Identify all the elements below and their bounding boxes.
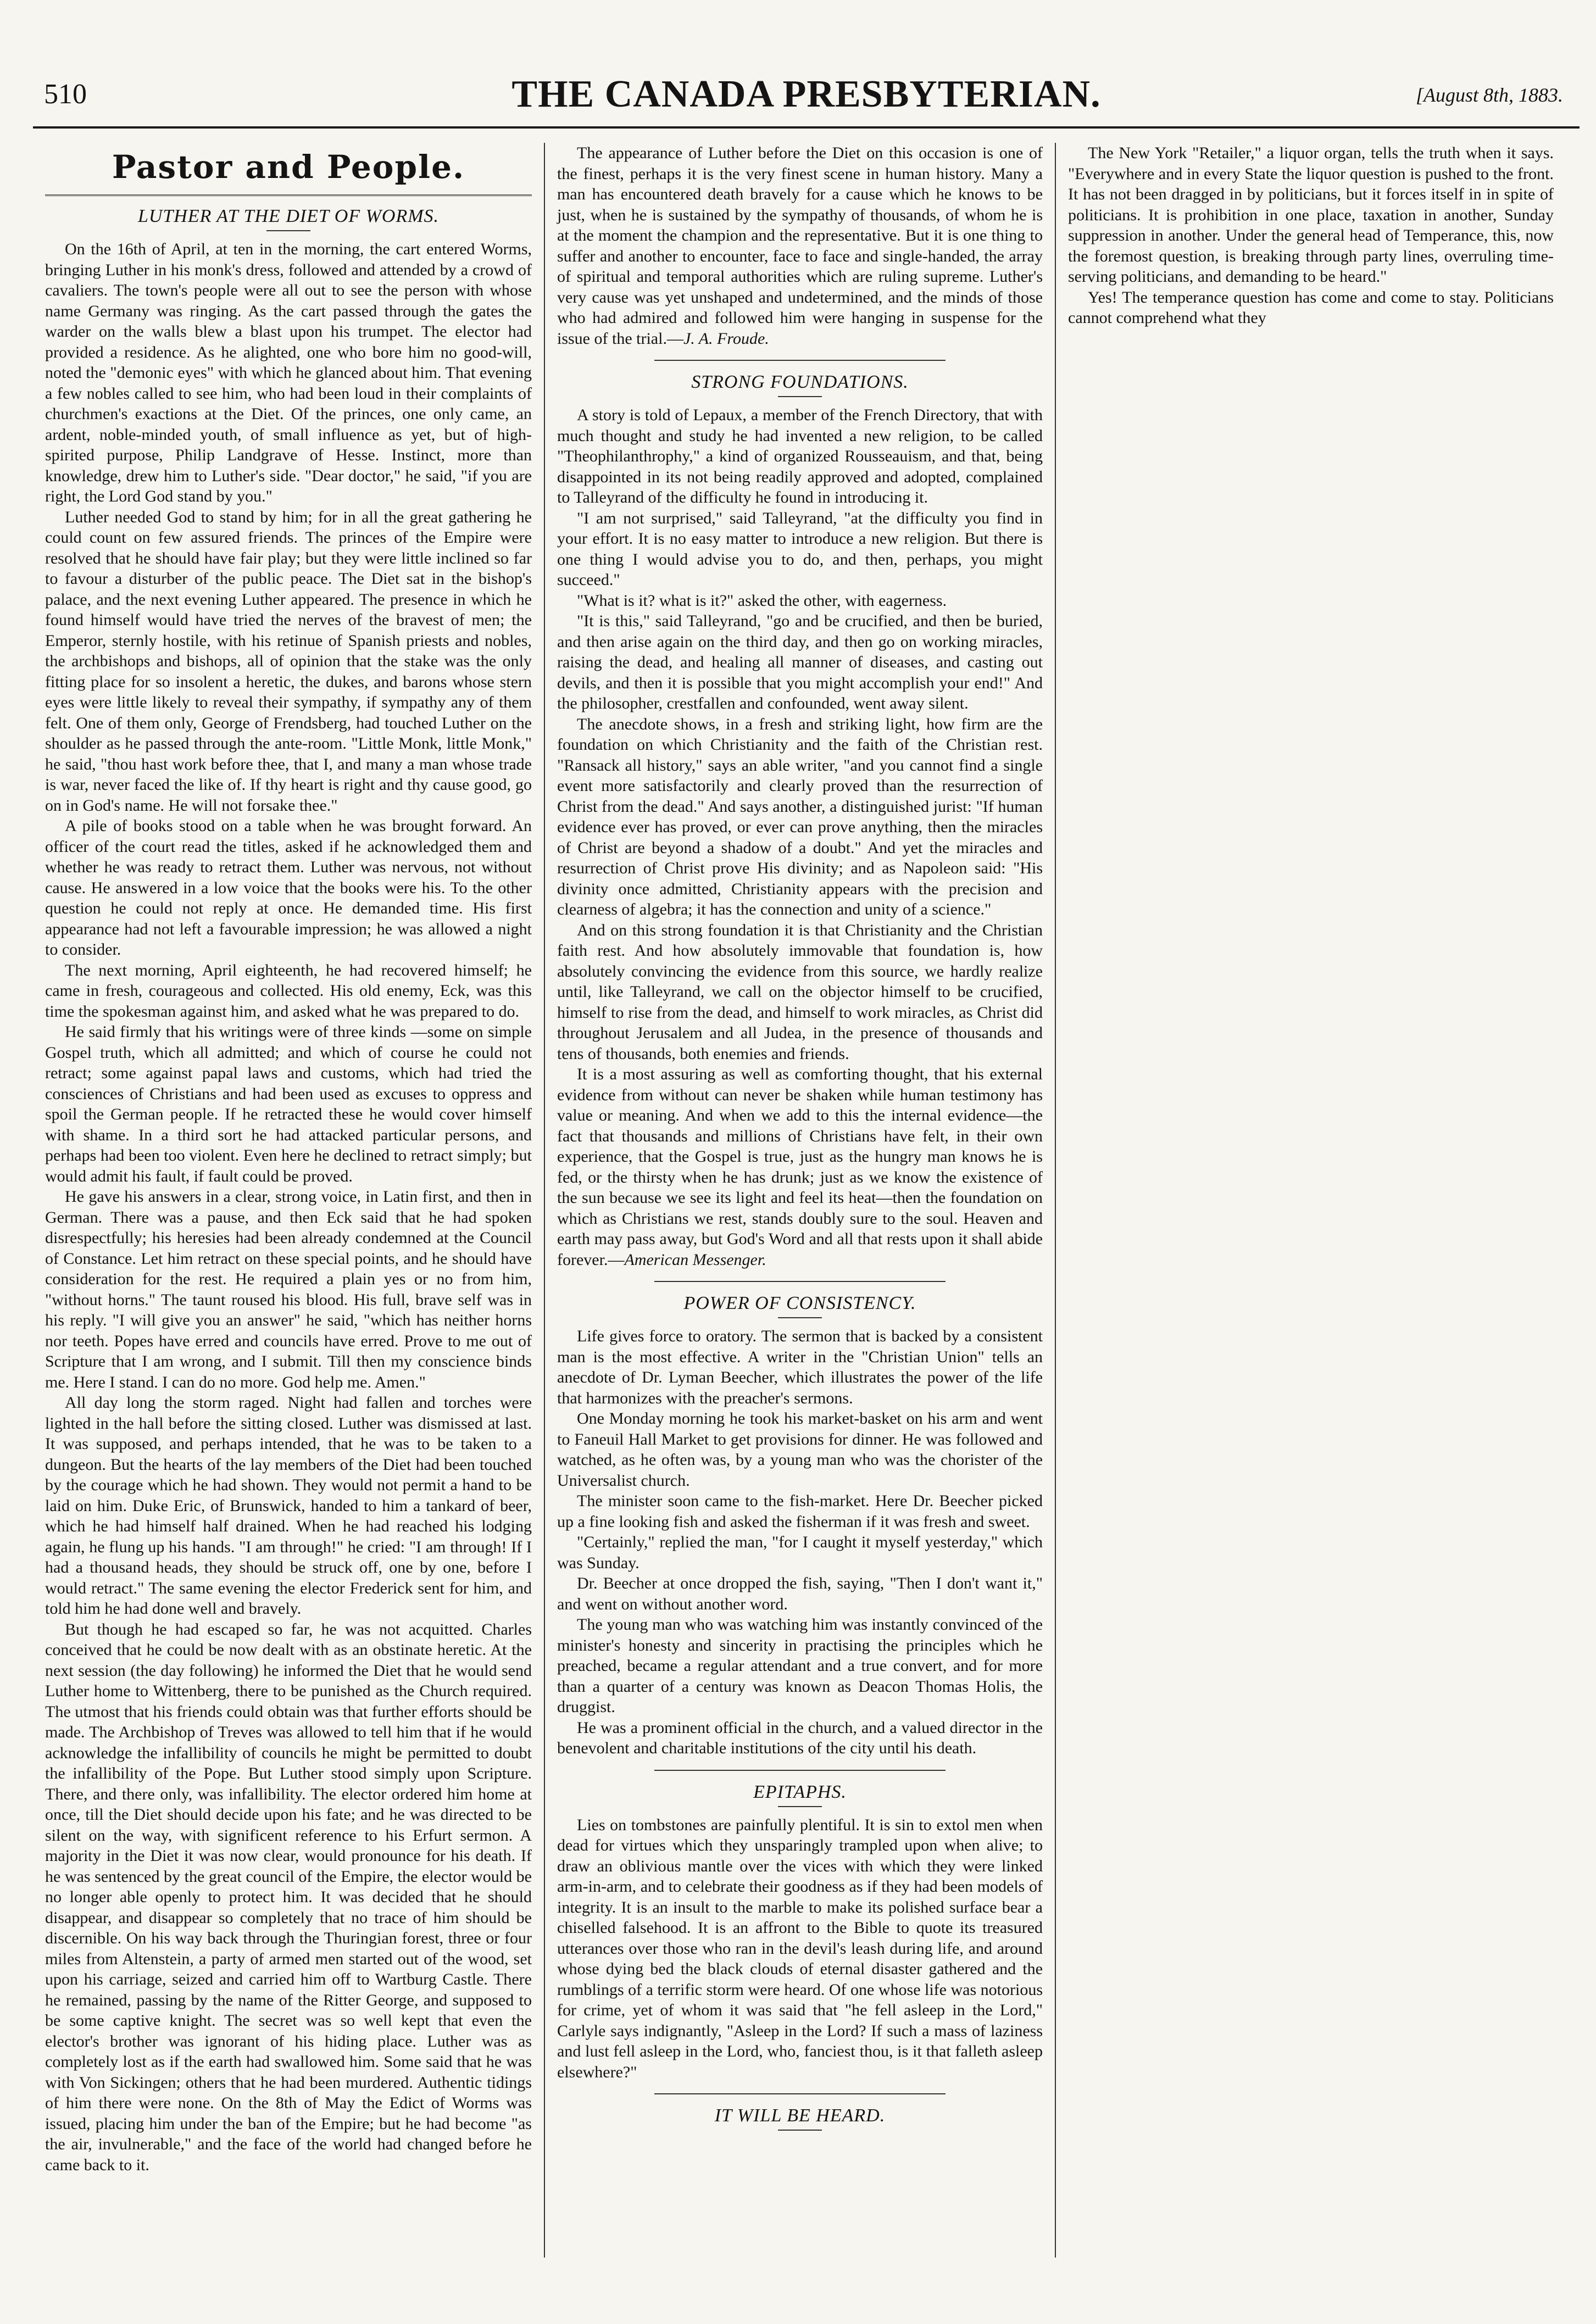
article-paragraph: Life gives force to oratory. The sermon that is backed by a consistent man is the most effective. A writer in the "Christian Union" tells an anecdote of Dr. Lyman Beecher, which illustrates the power of the life that harmonizes with the preacher's sermons. xyxy=(557,1327,1043,1407)
article-divider xyxy=(654,360,946,361)
article-paragraph: Lies on tombstones are painfully plentiful. It is sin to extol men when dead for virtues which they unsparingly trampled upon when alive; to draw an oblivious mantle over the vices with which they were linked arm-in-arm, and to celebrate their goodness as if they had been models of integrity. It is an insult to the marble to make its polished surface bear a chiselled falsehood. It is an affront to the Bible to quote its treasured utterances over those who ran in the devil's leash during life, and around whose dying bed the black clouds of eternal disaster gathered and the rumblings of a terrific storm were heard. Of one whose life was notorious for crime, yet of whom it was said that "he fell asleep in the Lord," Carlyle says indignantly, "Asleep in the Lord? If such a mass of laziness and lust fell asleep in the Lord, who, fanciest thou, is it that falleth asleep elsewhere?" xyxy=(557,1815,1043,2081)
title-rule xyxy=(778,2130,822,2131)
article-title: IT WILL BE HEARD. xyxy=(714,2105,886,2126)
article-divider xyxy=(654,1281,946,1282)
article-paragraph: A story is told of Lepaux, a member of the French Directory, that with much thought and study he had invented a new religion, to be called "Theophilanthrophy," a kind of organized Rousseauism, and that, being disappointed in its not being readily approved and adopted, complained to Talleyrand of the difficulty he found in introducing it. xyxy=(557,406,1043,506)
article-title: STRONG FOUNDATIONS. xyxy=(691,372,909,392)
article-paragraph: Luther needed God to stand by him; for in all the great gathering he could count on few assured friends. The princes of the Empire were resolved that he should have fair play; but they were little inclined so far to favour a disturber of the public peace. The Diet sat in the bishop's palace, and the next evening Luther appeared. The presence in which he found himself would have tried the nerves of the bravest of men; the Emperor, sternly hostile, with his retinue of Spanish priests and nobles, the archbishops and bishops, all of opinion that the stake was the only fitting place for so insolent a heretic, the dukes, and barons whose stern eyes were little likely to reveal their sympathy, if sympathy any of them felt. One of them only, George of Frendsberg, had touched Luther on the shoulder as he passed through the ante-room. "Little Monk, little Monk," he said, "thou hast work before thee, that I, and many a man whose trade is war, never faced the like of. If thy heart is right and thy cause good, go on in God's name. He will not forsake thee." xyxy=(45,508,532,815)
column-3 xyxy=(1055,143,1566,2258)
column-1 xyxy=(33,143,544,2258)
article-paragraph: The New York "Retailer," a liquor organ, tells the truth when it says. "Everywhere and in every State the liquor question is pushed to the front. It has not been dragged in by politicians, but it forces itself in in spite of politicians. It is prohibition in one place, taxation in another, Sunday suppression in another. Under the general head of Temperance, this, now the foremost question, is breaking through party lines, overruling time-serving politicians, and demanding to be heard." xyxy=(1068,144,1554,286)
article-title: LUTHER AT THE DIET OF WORMS. xyxy=(137,206,440,226)
title-rule xyxy=(778,1806,822,1807)
column-2 xyxy=(544,143,1055,2258)
article-paragraph: "It is this," said Talleyrand, "go and be crucified, and then be buried, and then arise again on the third day, and then go on working miracles, raising the dead, and healing all manner of diseases, and casting out devils, and then it is possible that you might accomplish your end!" And the philosopher, crestfallen and confounded, went away silent. xyxy=(557,612,1043,712)
article-paragraph: A pile of books stood on a table when he was brought forward. An officer of the court read the titles, asked if he acknowledged them and whether he was ready to retract them. Luther was nervous, not without cause. He answered in a low voice that the books were his. To the other question he could not reply at once. He demanded time. His first appearance had not left a favourable impression; he was allowed a night to consider. xyxy=(45,817,532,958)
article-attribution: J. A. Froude. xyxy=(683,329,769,348)
article-divider xyxy=(654,2093,946,2094)
article-paragraph: One Monday morning he took his market-basket on his arm and went to Faneuil Hall Market to get provisions for dinner. He was followed and watched, as he often was, by a young man who was the chorister of the Universalist church. xyxy=(557,1409,1043,1490)
text-columns xyxy=(33,143,1580,2258)
title-rule xyxy=(266,230,310,231)
article-paragraph: It is a most assuring as well as comforting thought, that his external evidence from without can never be shaken while human testimony has value or meaning. And when we add to this the internal evidence—the fact that thousands and millions of Christians have felt, in their own experience, that the Gospel is true, just as the hungry man knows he is fed, or the thirsty when he has drunk; just as we know the existence of the sun because we see its light and feel its heat—then the foundation on which as Christians we rest, stands doubly sure to the soul. Heaven and earth may pass away, but God's Word and all that rests upon it shall abide forever.—American Messenger. xyxy=(557,1065,1043,1269)
title-rule xyxy=(778,396,822,397)
article-paragraph: "Certainly," replied the man, "for I caught it myself yesterday," which was Sunday. xyxy=(557,1533,1043,1572)
article-paragraph: The appearance of Luther before the Diet on this occasion is one of the finest, perhaps it is the very finest scene in human history. Many a man has encountered death bravely for a cause which he knows to be just, when he is sustained by the sympathy of thousands, of whom he is at the moment the champion and the representative. But it is one thing to suffer and another to encounter, face to face and single-handed, the array of spiritual and temporal authorities which are ruling supreme. Luther's very cause was yet unshaped and undetermined, and the minds of those who had admired and followed him were hanging in suspense for the issue of the trial.—J. A. Froude. xyxy=(557,144,1043,348)
article-title: EPITAPHS. xyxy=(753,1781,847,1802)
article-paragraph: The young man who was watching him was instantly convinced of the minister's honesty and sincerity in practising the principles which he preached, became a regular attendant and a true convert, and for more than a quarter of a century was known as Deacon Thomas Holis, the druggist. xyxy=(557,1615,1043,1716)
article-paragraph: Dr. Beecher at once dropped the fish, saying, "Then I don't want it," and went on without another word. xyxy=(557,1574,1043,1613)
title-rule xyxy=(778,1317,822,1318)
article-title: POWER OF CONSISTENCY. xyxy=(683,1293,916,1313)
issue-date: [August 8th, 1883. xyxy=(1415,84,1563,106)
masthead xyxy=(33,66,1580,129)
article-paragraph: The minister soon came to the fish-market. Here Dr. Beecher picked up a fine looking fish and asked the fisherman if it was fresh and sweet. xyxy=(557,1492,1043,1531)
article-paragraph: "What is it? what is it?" asked the other, with eagerness. xyxy=(577,591,947,610)
article-paragraph: He gave his answers in a clear, strong voice, in Latin first, and then in German. There was a pause, and then Eck said that he had spoken disrespectfully; his heresies had been already condemned at the Council of Constance. Let him retract on these special points, and he should have consideration for the rest. He required a plain yes or no from him, "without horns." The taunt roused his blood. His full, brave self was in his reply. "I will give you an answer" he said, "which has neither horns nor teeth. Popes have erred and councils have erred. Prove to me out of Scripture that I am wrong, and I submit. Till then my conscience binds me. Here I stand. I can do no more. God help me. Amen." xyxy=(45,1188,532,1391)
page-number: 510 xyxy=(44,79,87,110)
section-heading: Pastor and People. xyxy=(112,148,465,186)
article-attribution: American Messenger. xyxy=(624,1250,766,1269)
article-paragraph: He was a prominent official in the church, and a valued director in the benevolent and charitable institutions of the city until his death. xyxy=(557,1718,1043,1757)
article-paragraph: The anecdote shows, in a fresh and striking light, how firm are the foundation on which Christianity and the faith of the Christian rest. "Ransack all history," says an able writer, "and you cannot find a single event more satisfactorily and clearly proved than the resurrection of Christ from the dead." And says another, a distinguished jurist: "If human evidence ever has proved, or ever can prove anything, then the miracles of Christ are beyond a shadow of a doubt." And yet the miracles and resurrection of Christ prove His divinity; and as Napoleon said: "His divinity once admitted, Christianity appears with the precision and clearness of algebra; it has the connection and unity of a science." xyxy=(557,715,1043,918)
article-paragraph: He said firmly that his writings were of three kinds —some on simple Gospel truth, which all admitted; and which of course he could not retract; some against papal laws and customs, which had tried the consciences of Christians and had been used as excuses to oppress and spoil the German people. If he retracted these he would cover himself with shame. In a third sort he had attacked particular persons, and perhaps had been too violent. Even here he declined to retract simply; but would admit his fault, if fault could be proved. xyxy=(45,1023,532,1185)
article-paragraph: All day long the storm raged. Night had fallen and torches were lighted in the hall before the sitting closed. Luther was dismissed at last. It was supposed, and perhaps intended, that he was to be taken to a dungeon. But the hearts of the lay members of the Diet had been touched by the courage which he had shown. They would not permit a hand to be laid on him. Duke Eric, of Brunswick, handed to him a tankard of beer, which he had himself half drained. When he had reached his lodging again, he flung up his hands. "I am through!" he cried: "I am through! If I had a thousand heads, they should be struck off, one by one, before I would retract." The same evening the elector Frederick sent for him, and told him he had done well and bravely. xyxy=(45,1394,532,1618)
article-paragraph: And on this strong foundation it is that Christianity and the Christian faith rest. And how absolutely immovable that foundation is, how absolutely convincing the evidence from this source, we hardly realize until, like Talleyrand, we call on the objector himself to be crucified, himself to rise from the dead, and himself to work miracles, as Christ did throughout Jerusalem and all Judea, in the presence of thousands and tens of thousands, both enemies and friends. xyxy=(557,921,1043,1063)
newspaper-title: THE CANADA PRESBYTERIAN. xyxy=(511,73,1101,115)
section-rule xyxy=(45,194,532,196)
article-paragraph: But though he had escaped so far, he was not acquitted. Charles conceived that he could be now dealt with as an obstinate heretic. At the next session (the day following) he informed the Diet that he would send Luther home to Wittenberg, there to be punished as the Church required. The utmost that his friends could obtain was that further efforts should be made. The Archbishop of Treves was allowed to tell him that if he would acknowledge the infallibility of councils he might be permitted to doubt the infallibility of the Pope. But Luther stood simply upon Scripture. There, and there only, was infallibility. The elector ordered him home at once, till the Diet should decide upon his fate; and he was directed to be silent on the way, with significent reference to his Erfurt sermon. A majority in the Diet it was now clear, would pronounce for his death. If he was sentenced by the great council of the Empire, the elector would be no longer able openly to protect him. It was decided that he should disappear, and disappear so completely that no trace of him should be discernible. On his way back through the Thuringian forest, three or four miles from Altenstein, a party of armed men started out of the wood, set upon his carriage, seized and carried him off to Wartburg Castle. There he remained, passing by the name of the Ritter George, and supposed to be some captive knight. The secret was so well kept that even the elector's brother was ignorant of his hiding place. Luther was as completely lost as if the earth had swallowed him. Some said that he was with Von Sickingen; others that he had been murdered. Authentic tidings of him there were none. On the 8th of May the Edict of Worms was issued, placing him under the ban of the Empire; but he had become "as the air, invulnerable," and the face of the world had changed before he came back to it. xyxy=(45,1620,532,2174)
article-paragraph: Yes! The temperance question has come and come to stay. Politicians cannot comprehend what they xyxy=(1068,288,1554,327)
article-paragraph: The next morning, April eighteenth, he had recovered himself; he came in fresh, courageous and collected. His old enemy, Eck, was this time the spokesman against him, and asked what he was prepared to do. xyxy=(45,961,532,1021)
article-paragraph: On the 16th of April, at ten in the morning, the cart entered Worms, bringing Luther in his monk's dress, followed and attended by a crowd of cavaliers. The town's people were all out to see the person with whose name Germany was ringing. As the cart passed through the gates the warder on the walls blew a blast upon his trumpet. The elector had provided a residence. As he alighted, one who bore him no good-will, noted the "demonic eyes" with which he glanced about him. That evening a few nobles called to see him, who had been loud in their complaints of churchmen's exactions at the Diet. Of the princes, one only came, an ardent, noble-minded youth, of small influence as yet, but of high-spirited purpose, Philip Landgrave of Hesse. Instinct, more than knowledge, drew him to Luther's side. "Dear doctor," he said, "if you are right, the Lord God stand by you." xyxy=(45,240,532,505)
article-paragraph: "I am not surprised," said Talleyrand, "at the difficulty you find in your effort. It is no easy matter to introduce a new religion. But there is one thing I would advise you to do, and then, perhaps, you might succeed." xyxy=(557,509,1043,589)
article-divider xyxy=(654,1770,946,1771)
